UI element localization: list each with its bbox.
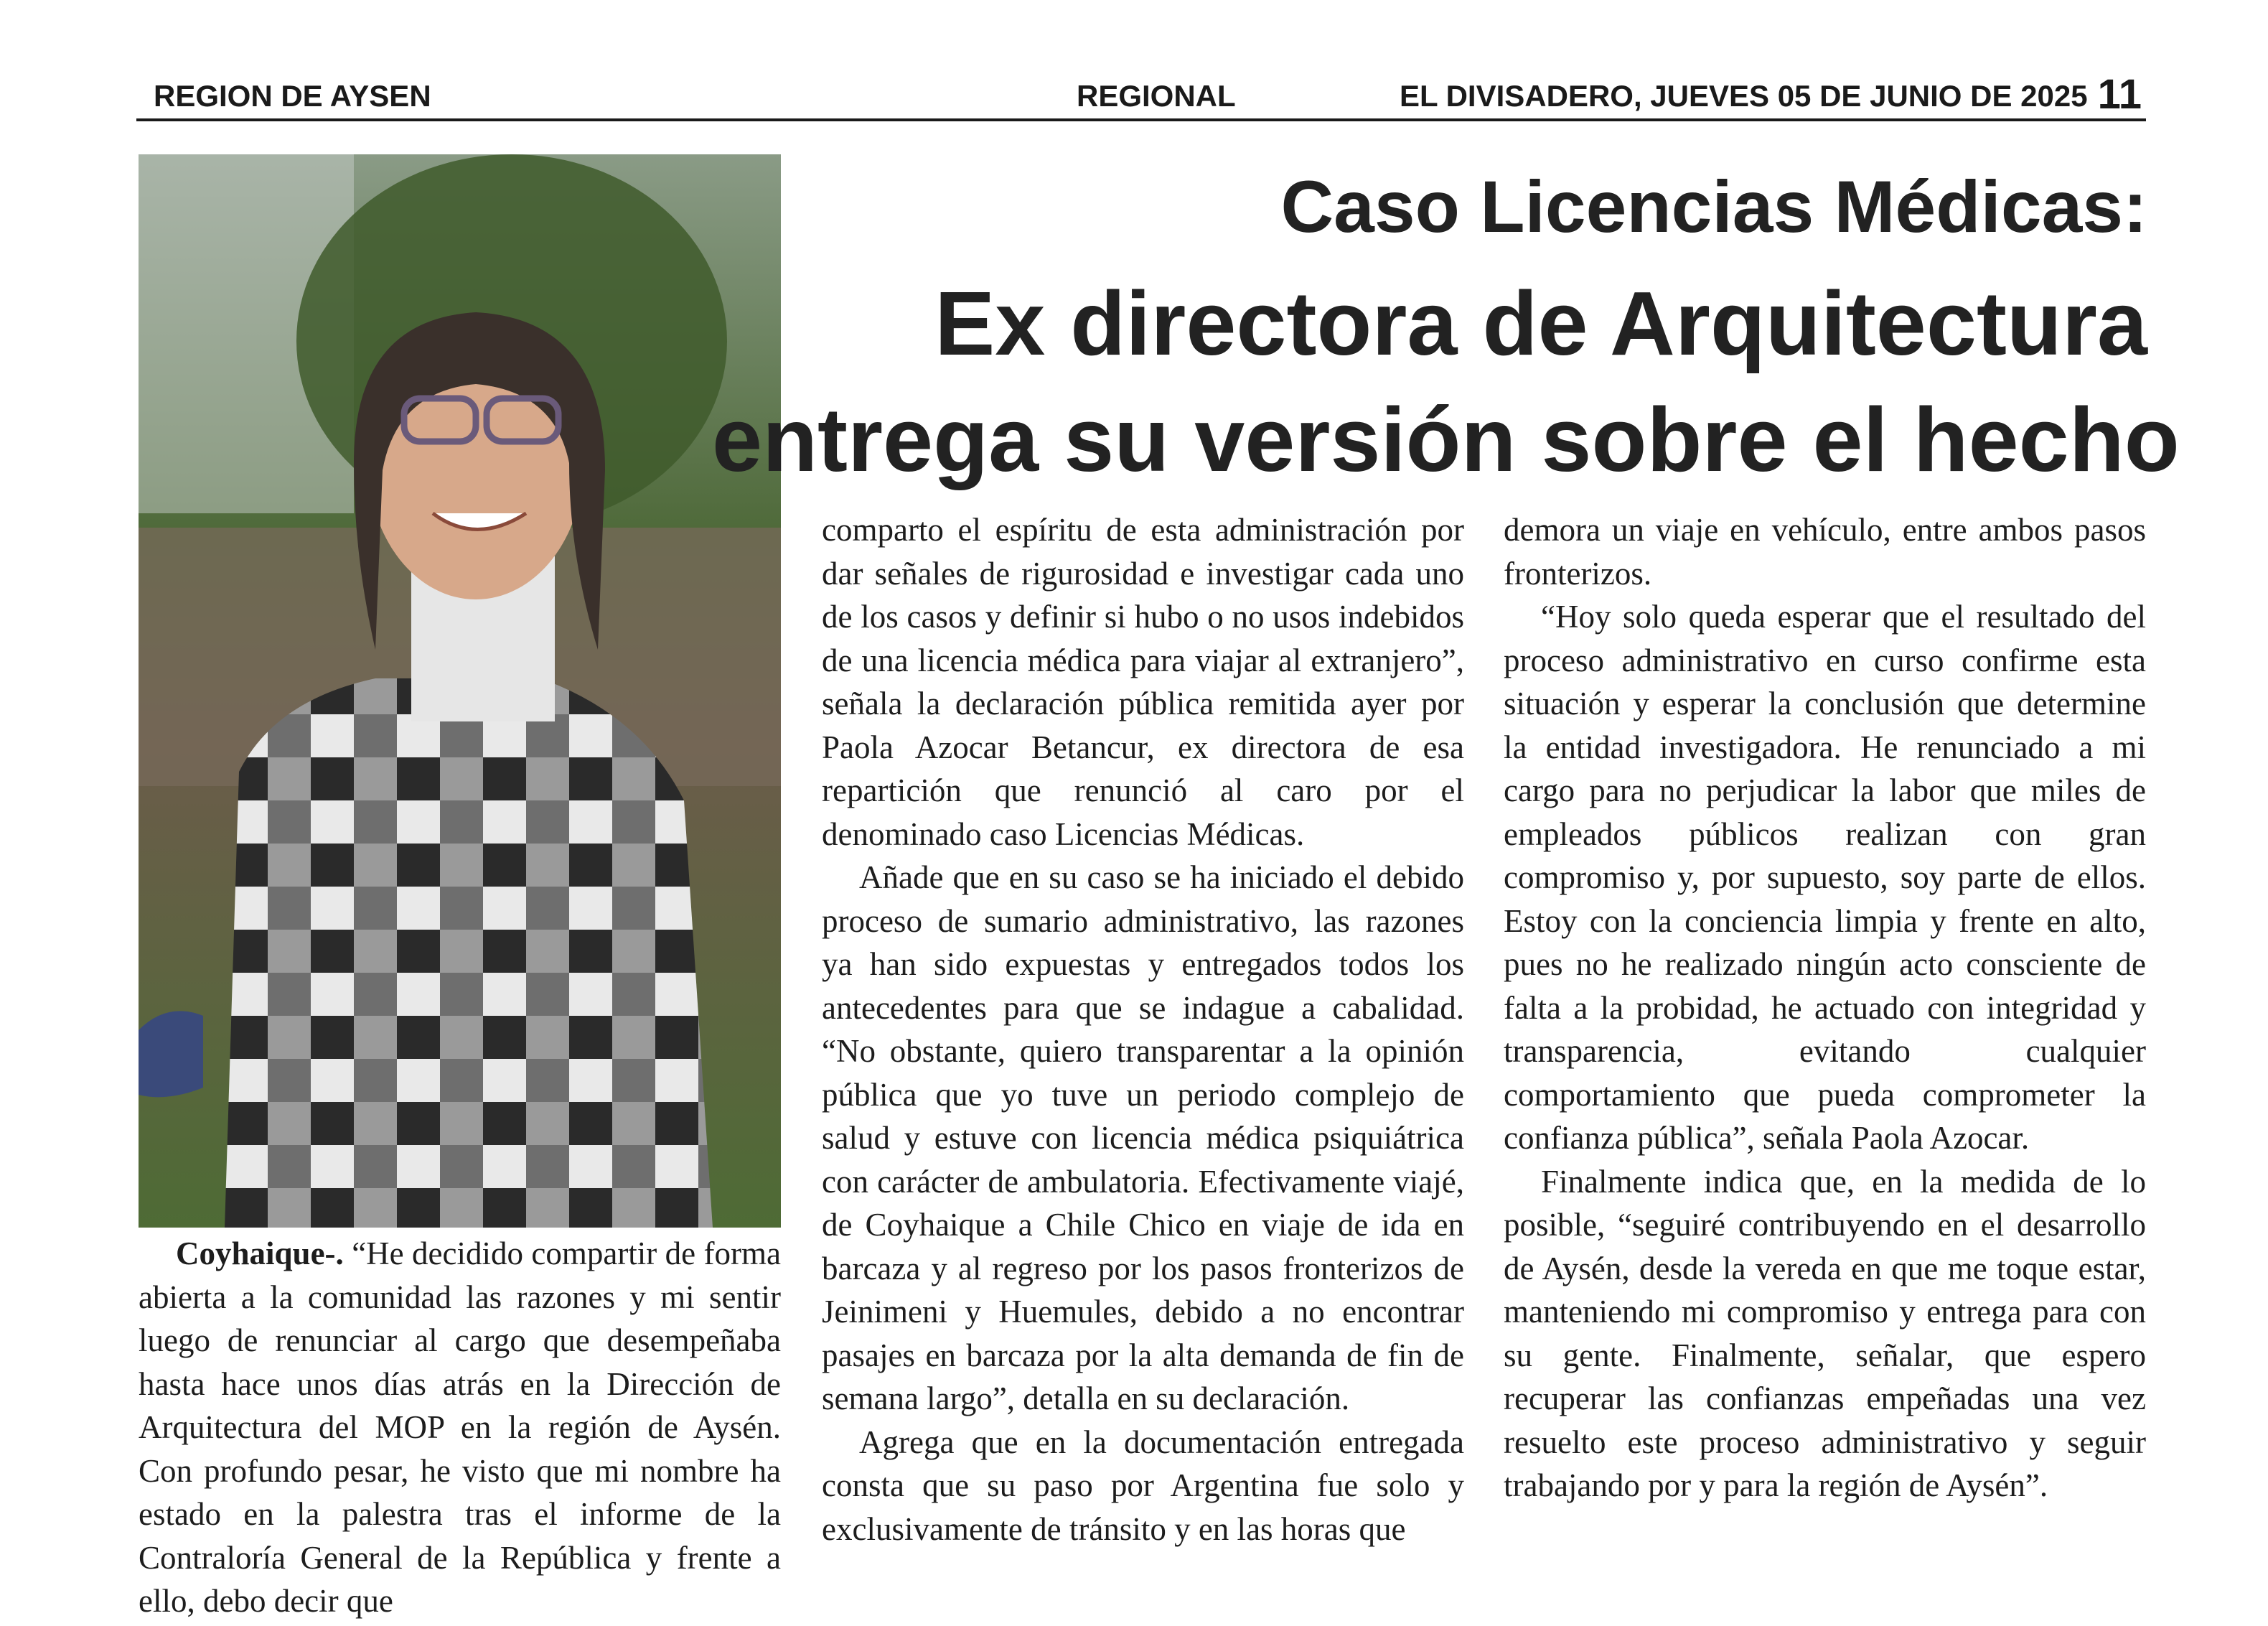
paragraph: Agrega que en la documentación entregada consta que su paso por Argentina fue solo y exclusivamente de tránsito y en las horas que [822,1424,1464,1547]
headline-line-2: entrega su versión sobre el hecho [712,389,2180,490]
headline-kicker: Caso Licencias Médicas: [1280,166,2147,248]
paragraph: Finalmente indica que, en la medida de lo posible, “seguiré contribuyendo en el desarrollo de Aysén, desde la vereda en que me toque estar, manteniendo mi compromiso y entrega para con su gente. Finalmente, señalar, que espero recuperar las confianzas empeñadas una vez resuelto este proceso administrativo y seguir trabajando por y para la región de Aysén”. [1504,1163,2146,1503]
headline [712,266,2180,498]
article-column-2 [822,508,1464,1551]
paragraph-text: “He decidido compartir de forma abierta a la comunidad las razones y mi sentir luego de renunciar al cargo que desempeñaba hasta hace unos días atrás en la Dirección de Arquitectura del MOP en la región de Aysén. Con profundo pesar, he visto que mi nombre ha estado en la palestra tras el informe de la Contraloría General de la República y frente a ello, debo decir que [139,1235,781,1619]
portrait-photo [139,154,781,1228]
dateline: Coyhaique-. [176,1235,344,1271]
header-rule [136,118,2146,121]
page-number: 11 [2097,71,2142,118]
page-header [136,70,2146,122]
paragraph [139,1232,781,1623]
section-label: REGION DE AYSEN [154,79,431,113]
article-column-3 [1504,508,2146,1508]
paragraph: Añade que en su caso se ha iniciado el debido proceso de sumario administrativo, las razones ya han sido expuestas y entregados todos los antecedentes para que se indague a cabalidad. “No obstante, quiero transparentar a la opinión pública que yo tuve un periodo complejo de salud y estuve con licencia médica psiquiátrica con carácter de ambulatoria. Efectivamente viajé, de Coyhaique a Chile Chico en viaje de ida en barcaza y al regreso por los pasos fronterizos de Jeinimeni y Huemules, debido a no encontrar pasajes en barcaza por la alta demanda de fin de semana largo”, detalla en su declaración. [822,859,1464,1416]
article-column-1 [139,1232,781,1623]
paragraph: demora un viaje en vehículo, entre ambos pasos fronterizos. [1504,512,2146,592]
publication-date: EL DIVISADERO, JUEVES 05 DE JUNIO DE 2025 [1400,79,2088,113]
section-category: REGIONAL [1077,79,1236,113]
headline-line-1: Ex directora de Arquitectura [934,273,2147,374]
paragraph: comparto el espíritu de esta administración por dar señales de rigurosidad e investigar cada uno de los casos y definir si hubo o no usos indebidos de una licencia médica para viajar al extranjero”, señala la declaración pública remitida ayer por Paola Azocar Betancur, ex directora de esa repartición que renunció al caro por el denominado caso Licencias Médicas. [822,512,1464,852]
portrait-photo-icon [139,154,781,1228]
paragraph: “Hoy solo queda esperar que el resultado del proceso administrativo en curso confirme esta situación y esperar la conclusión que determine la entidad investigadora. He renunciado a mi cargo para no perjudicar la labor que miles de empleados públicos realizan con gran compromiso y, por supuesto, soy parte de ellos. Estoy con la conciencia limpia y frente en alto, pues no he realizado ningún acto consciente de falta a la probidad, he actuado con integridad y transparencia, evitando cualquier comportamiento que pueda comprometer la confianza pública”, señala Paola Azocar. [1504,599,2146,1156]
